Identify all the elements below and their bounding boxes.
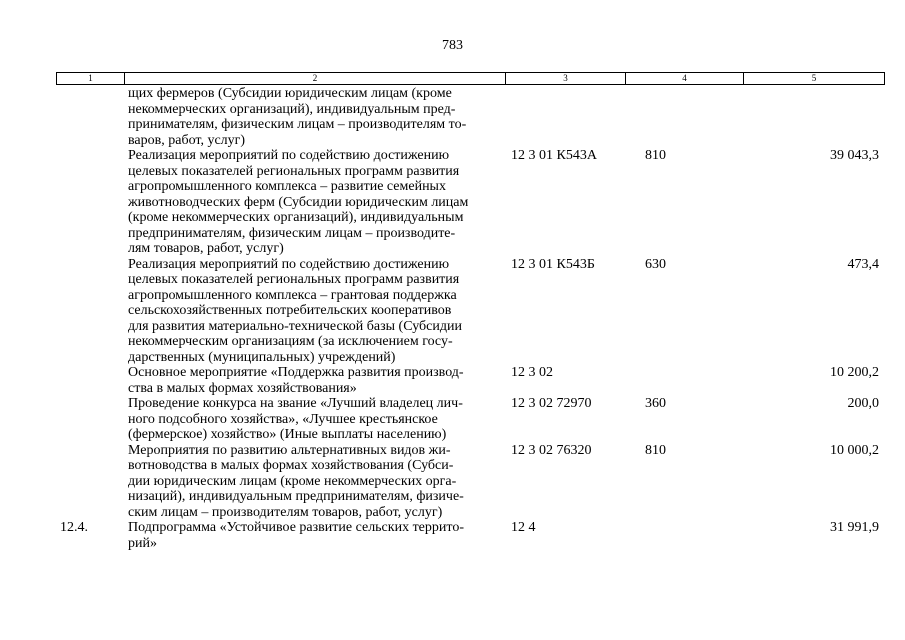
row-number: [56, 443, 123, 521]
table-row: [56, 257, 885, 366]
header-cell-5: 5: [743, 73, 884, 84]
description-line: ским лицам – производителям товаров, работ, услуг): [128, 504, 443, 520]
row-expense-type: [624, 86, 742, 148]
header-cell-2: 2: [124, 73, 505, 84]
row-code: [504, 86, 624, 148]
description-line: некоммерческим организациям (за исключением госу-: [128, 334, 453, 349]
description-line: низаций), индивидуальным предпринимателям, физиче-: [128, 489, 464, 504]
description-line: предпринимателям, физическим лицам – производите-: [128, 225, 456, 241]
table-row: [56, 148, 885, 257]
row-sum: [742, 86, 885, 148]
table-row: [56, 86, 885, 148]
row-description: [123, 86, 504, 148]
description-line: некоммерческих организаций), индивидуальным пред-: [128, 101, 456, 117]
row-number: [56, 365, 123, 396]
description-line: дии юридическим лицам (кроме некоммерческих орга-: [128, 473, 457, 489]
row-number: [56, 86, 123, 148]
row-sum: 10 000,2: [830, 442, 879, 458]
description-line: целевых показателей региональных программ развития: [128, 163, 460, 179]
row-code: 12 3 01 К543А: [511, 148, 597, 163]
row-number: [56, 396, 123, 443]
description-line: рий»: [128, 535, 157, 551]
row-code: 12 3 01 К543Б: [511, 256, 595, 272]
row-sum: 10 200,2: [830, 365, 879, 380]
description-line: вотноводства в малых формах хозяйствования (Субси-: [128, 458, 454, 473]
row-expense-type: 810: [645, 148, 666, 163]
row-expense-type: 810: [645, 442, 666, 458]
header-cell-4: 4: [625, 73, 743, 84]
row-code: 12 4: [511, 520, 536, 535]
description-line: Реализация мероприятий по содействию достижению: [128, 256, 450, 272]
row-expense-type: [624, 365, 742, 396]
row-expense-type: 630: [645, 256, 666, 272]
description-line: ного подсобного хозяйства», «Лучшее крестьянское: [128, 411, 438, 427]
description-line: принимателям, физическим лицам – производителям то-: [128, 117, 467, 132]
row-description: [123, 257, 504, 366]
description-line: для развития материально-технической базы (Субсидии: [128, 318, 462, 334]
row-expense-type: [624, 520, 742, 551]
description-line: сельскохозяйственных потребительских кооперативов: [128, 303, 452, 318]
table-row: [56, 520, 885, 551]
description-line: щих фермеров (Субсидии юридическим лицам (кроме: [128, 86, 452, 101]
description-line: Основное мероприятие «Поддержка развития производ-: [128, 365, 464, 380]
header-cell-3: 3: [505, 73, 625, 84]
row-code: 12 3 02: [511, 365, 553, 380]
description-line: ства в малых формах хозяйствования»: [128, 380, 357, 396]
description-line: лям товаров, работ, услуг): [128, 241, 284, 256]
row-description: [123, 148, 504, 257]
description-line: (фермерское) хозяйство» (Иные выплаты населению): [128, 427, 447, 442]
table-body: [56, 86, 885, 551]
table-row: [56, 365, 885, 396]
row-description: [123, 443, 504, 521]
header-cell-1: 1: [88, 73, 93, 83]
row-sum: 200,0: [847, 396, 879, 411]
row-sum: 473,4: [847, 256, 879, 272]
description-line: агропромышленного комплекса – грантовая поддержка: [128, 287, 457, 303]
description-line: дарственных (муниципальных) учреждений): [128, 349, 396, 365]
row-expense-type: 360: [645, 396, 666, 411]
description-line: Подпрограмма «Устойчивое развитие сельских террито-: [128, 520, 464, 535]
row-description: [123, 520, 504, 551]
row-number: [56, 257, 123, 366]
description-line: животноводческих ферм (Субсидии юридическим лицам: [128, 194, 469, 210]
row-description: [123, 396, 504, 443]
description-line: (кроме некоммерческих организаций), индивидуальным: [128, 210, 464, 225]
table-header: [56, 72, 885, 85]
description-line: варов, работ, услуг): [128, 132, 246, 148]
row-description: [123, 365, 504, 396]
table-row: [56, 396, 885, 443]
row-sum: 39 043,3: [830, 148, 879, 163]
description-line: Реализация мероприятий по содействию достижению: [128, 148, 450, 163]
row-code: 12 3 02 76320: [511, 442, 592, 458]
page-number: 783: [442, 38, 463, 53]
row-number: [56, 148, 123, 257]
row-code: 12 3 02 72970: [511, 396, 592, 411]
description-line: агропромышленного комплекса – развитие семейных: [128, 179, 446, 194]
description-line: Проведение конкурса на звание «Лучший владелец лич-: [128, 396, 463, 411]
row-sum: 31 991,9: [830, 520, 879, 535]
description-line: Мероприятия по развитию альтернативных видов жи-: [128, 442, 451, 458]
table-row: [56, 443, 885, 521]
description-line: целевых показателей региональных программ развития: [128, 272, 460, 287]
row-number: 12.4.: [60, 520, 88, 535]
